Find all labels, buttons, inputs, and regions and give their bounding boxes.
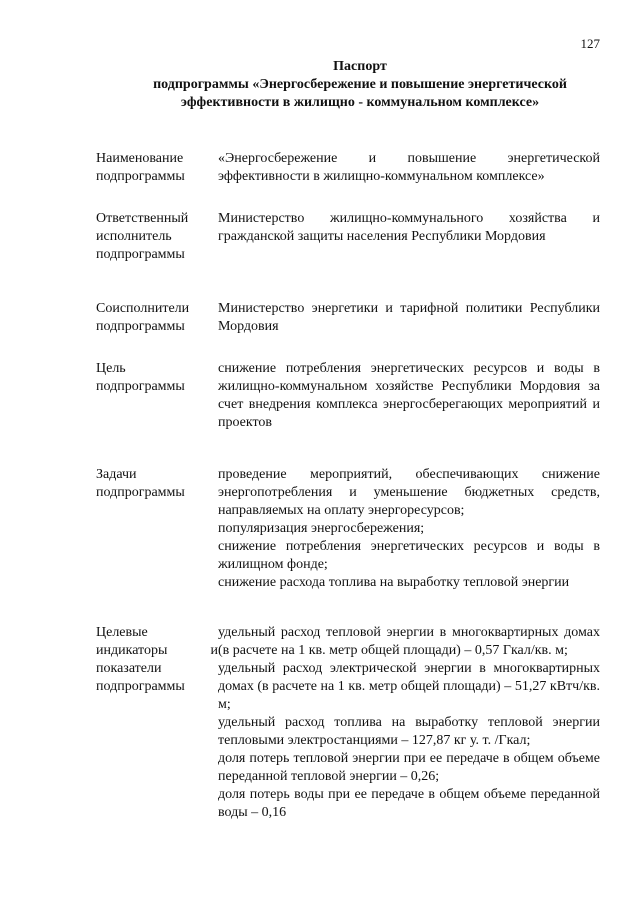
row-value xyxy=(218,300,600,336)
row-label xyxy=(96,624,218,822)
label-line: Цель xyxy=(96,361,126,376)
value-paragraph: доля потерь тепловой энергии при ее передаче в общем объеме переданной тепловой энергии – 0,26; xyxy=(218,751,600,784)
value-paragraph: снижение расхода топлива на выработку тепловой энергии xyxy=(218,575,570,590)
value-paragraph: популяризация энергосбережения; xyxy=(218,521,425,536)
row-name xyxy=(96,150,600,186)
title-line-3: эффективности в жилищно - коммунальном комплексе» xyxy=(180,95,540,110)
value-paragraph: удельный расход тепловой энергии в многоквартирных домах (в расчете на 1 кв. метр общей площади) – 0,57 Гкал/кв. м; xyxy=(218,625,600,658)
row-label xyxy=(96,300,218,336)
value-paragraph: удельный расход электрической энергии в многоквартирных домах (в расчете на 1 кв. метр общей площади) – 51,27 кВтч/кв. м; xyxy=(218,661,600,712)
value-paragraph: проведение мероприятий, обеспечивающих снижение энергопотребления и уменьшение бюджетных средств, направляемых на оплату энергоресурсов; xyxy=(218,467,600,518)
row-label xyxy=(96,210,218,264)
label-line: подпрограммы xyxy=(96,319,185,334)
label-word: и xyxy=(210,643,218,658)
row-goal xyxy=(96,360,600,432)
row-value xyxy=(218,466,600,592)
row-indicators xyxy=(96,624,600,822)
row-label xyxy=(96,150,218,186)
label-line: подпрограммы xyxy=(96,247,185,262)
label-line: Ответственный xyxy=(96,211,189,226)
passport-title xyxy=(110,58,610,112)
value-paragraph: доля потерь воды при ее передаче в общем объеме переданной воды – 0,16 xyxy=(218,787,600,820)
value-paragraph: удельный расход топлива на выработку тепловой энергии тепловыми электростанциями – 127,87 кг у. т. /Гкал; xyxy=(218,715,600,748)
label-word: индикаторы xyxy=(96,643,168,658)
label-line: исполнитель xyxy=(96,229,172,244)
row-label xyxy=(96,360,218,432)
value-paragraph: снижение потребления энергетических ресурсов и воды в жилищном фонде; xyxy=(218,539,600,572)
row-value xyxy=(218,624,600,822)
row-label xyxy=(96,466,218,592)
value-paragraph: Министерство жилищно-коммунального хозяйства и гражданской защиты населения Республики Мордовия xyxy=(218,211,600,244)
label-line: подпрограммы xyxy=(96,485,185,500)
row-tasks xyxy=(96,466,600,592)
row-value xyxy=(218,210,600,264)
value-paragraph: «Энергосбережение и повышение энергетической эффективности в жилищно-коммунальном комплексе» xyxy=(218,151,600,184)
title-line-2: подпрограммы «Энергосбережение и повышение энергетической xyxy=(153,77,567,92)
label-line: показатели xyxy=(96,661,162,676)
label-line: Целевые xyxy=(96,625,148,640)
value-paragraph: снижение потребления энергетических ресурсов и воды в жилищно-коммунальном хозяйстве Республики Мордовия за счет внедрения комплекса энергосберегающих мероприятий и проектов xyxy=(218,361,600,430)
label-line: подпрограммы xyxy=(96,379,185,394)
label-line xyxy=(96,642,218,660)
label-line: Соисполнители xyxy=(96,301,190,316)
label-line: подпрограммы xyxy=(96,169,185,184)
label-line: Задачи xyxy=(96,467,137,482)
title-line-1: Паспорт xyxy=(333,59,387,74)
label-line: Наименование xyxy=(96,151,184,166)
row-value xyxy=(218,360,600,432)
passport-table xyxy=(96,150,600,822)
row-value xyxy=(218,150,600,186)
row-co-executors xyxy=(96,300,600,336)
page-number: 127 xyxy=(580,36,600,51)
label-line: подпрограммы xyxy=(96,679,185,694)
value-paragraph: Министерство энергетики и тарифной политики Республики Мордовия xyxy=(218,301,600,334)
row-responsible xyxy=(96,210,600,264)
